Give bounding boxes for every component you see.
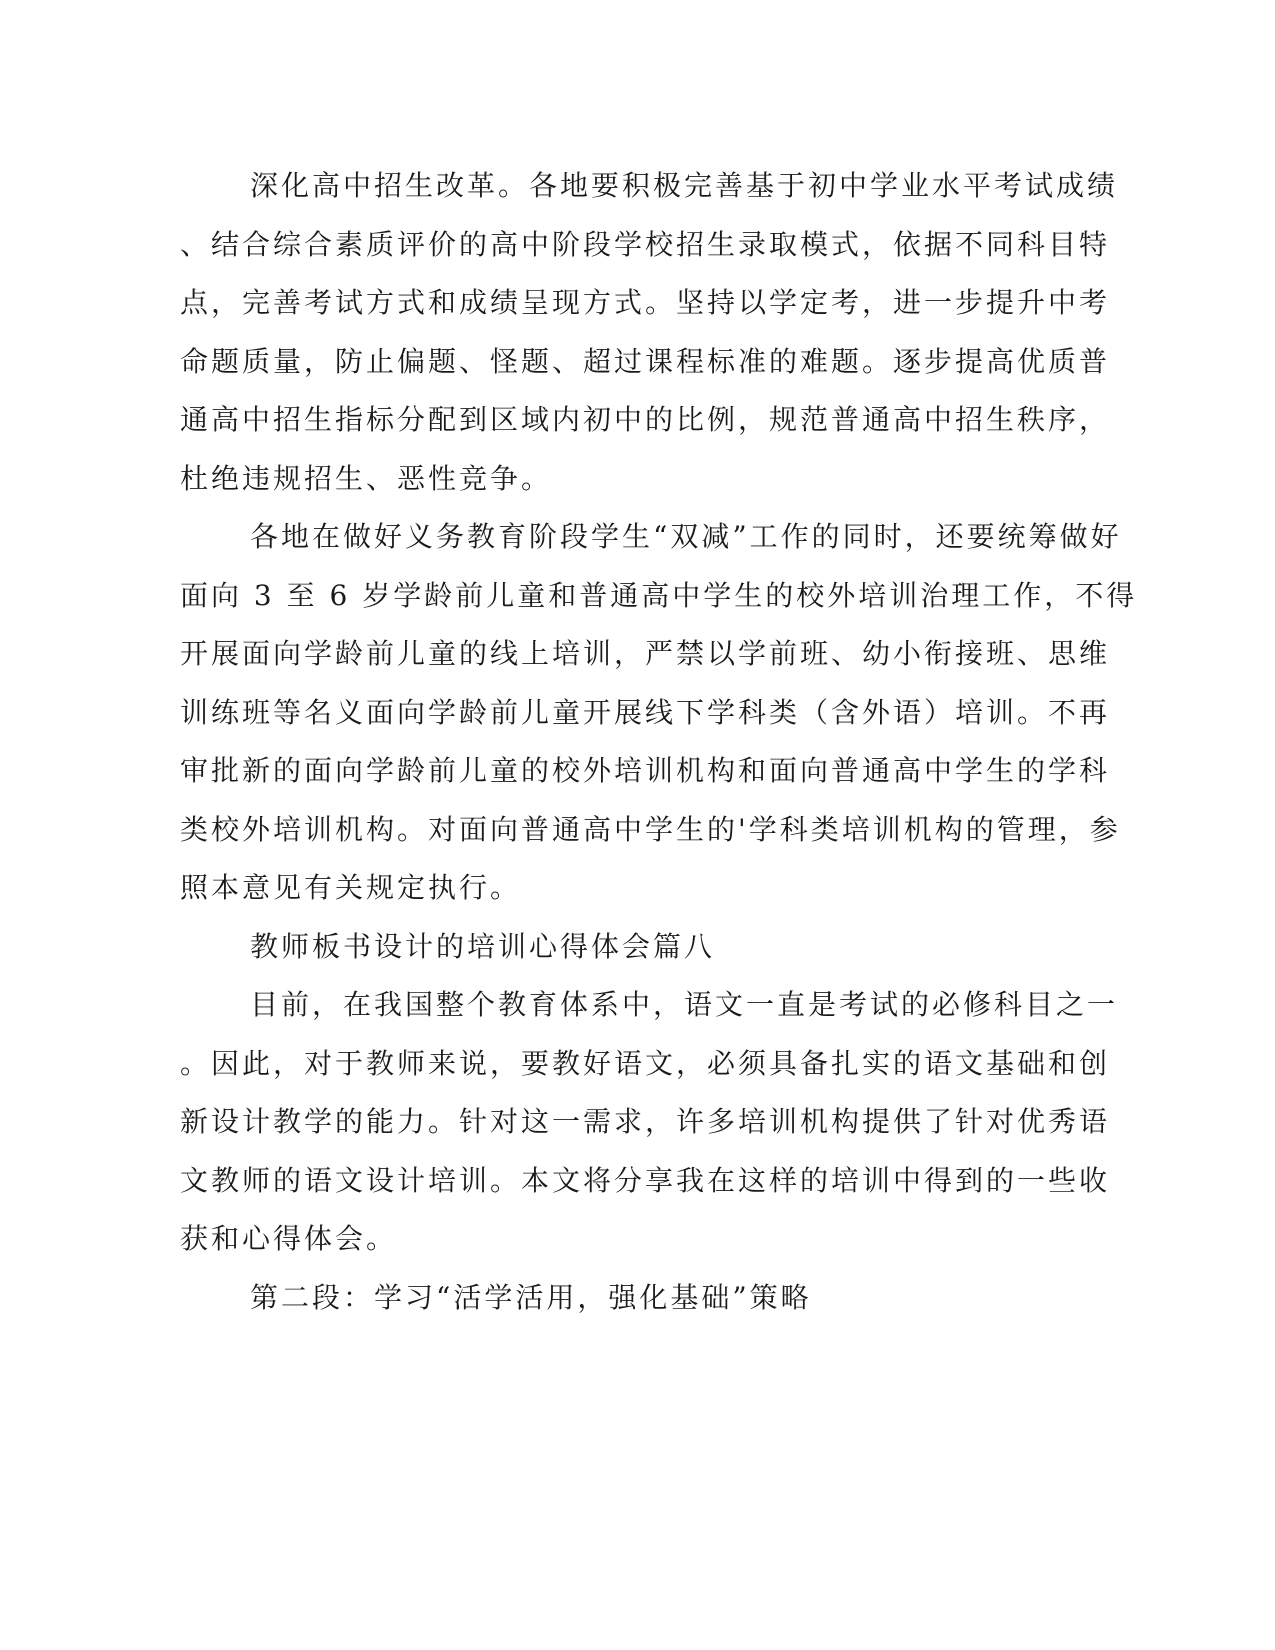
text-line: 目前，在我国整个教育体系中，语文一直是考试的必修科目之一 — [250, 988, 1119, 1021]
text-line: 文教师的语文设计培训。本文将分享我在这样的培训中得到的一些收 — [180, 1163, 1111, 1197]
text-line: 审批新的面向学龄前儿童的校外培训机构和面向普通高中学生的学科 — [180, 754, 1111, 787]
paragraph-high-school-admission-reform — [180, 157, 1119, 508]
document-body — [180, 157, 1138, 1327]
text-line: 深化高中招生改革。各地要积极完善基于初中学业水平考试成绩 — [250, 169, 1119, 202]
text-line: 照本意见有关规定执行。 — [180, 871, 522, 904]
section-title: 教师板书设计的培训心得体会篇八 — [250, 929, 716, 963]
text-line: 各地在做好义务教育阶段学生“双减”工作的同时，还要统筹做好 — [250, 520, 1122, 553]
text-line: 获和心得体会。 — [180, 1222, 398, 1255]
text-line: 新设计教学的能力。针对这一需求，许多培训机构提供了针对优秀语 — [180, 1105, 1111, 1138]
text-line: 杜绝违规招生、恶性竞争。 — [180, 461, 553, 495]
text-line: 训练班等名义面向学龄前儿童开展线下学科类（含外语）培训。不再 — [180, 695, 1111, 729]
text-line: 面向 3 至 6 岁学龄前儿童和普通高中学生的校外培训治理工作，不得 — [180, 578, 1138, 612]
text-line: 类校外培训机构。对面向普通高中学生的'学科类培训机构的管理，参 — [180, 812, 1121, 846]
section-heading-second: 第二段：学习“活学活用，强化基础”策略 — [250, 1280, 812, 1314]
text-line: 通高中招生指标分配到区域内初中的比例，规范普通高中招生秩序， — [180, 403, 1111, 436]
text-line: 、结合综合素质评价的高中阶段学校招生录取模式，依据不同科目特 — [180, 227, 1111, 261]
paragraph-off-campus-training-governance — [180, 508, 1138, 918]
text-line: 命题质量，防止偏题、怪题、超过课程标准的难题。逐步提高优质普 — [180, 344, 1111, 378]
text-line: 开展面向学龄前儿童的线上培训，严禁以学前班、幼小衔接班、思维 — [180, 637, 1111, 670]
text-line: 。因此，对于教师来说，要教好语文，必须具备扎实的语文基础和创 — [180, 1046, 1111, 1080]
paragraph-chinese-teacher-training — [180, 976, 1119, 1269]
text-line: 点，完善考试方式和成绩呈现方式。坚持以学定考，进一步提升中考 — [180, 286, 1111, 319]
